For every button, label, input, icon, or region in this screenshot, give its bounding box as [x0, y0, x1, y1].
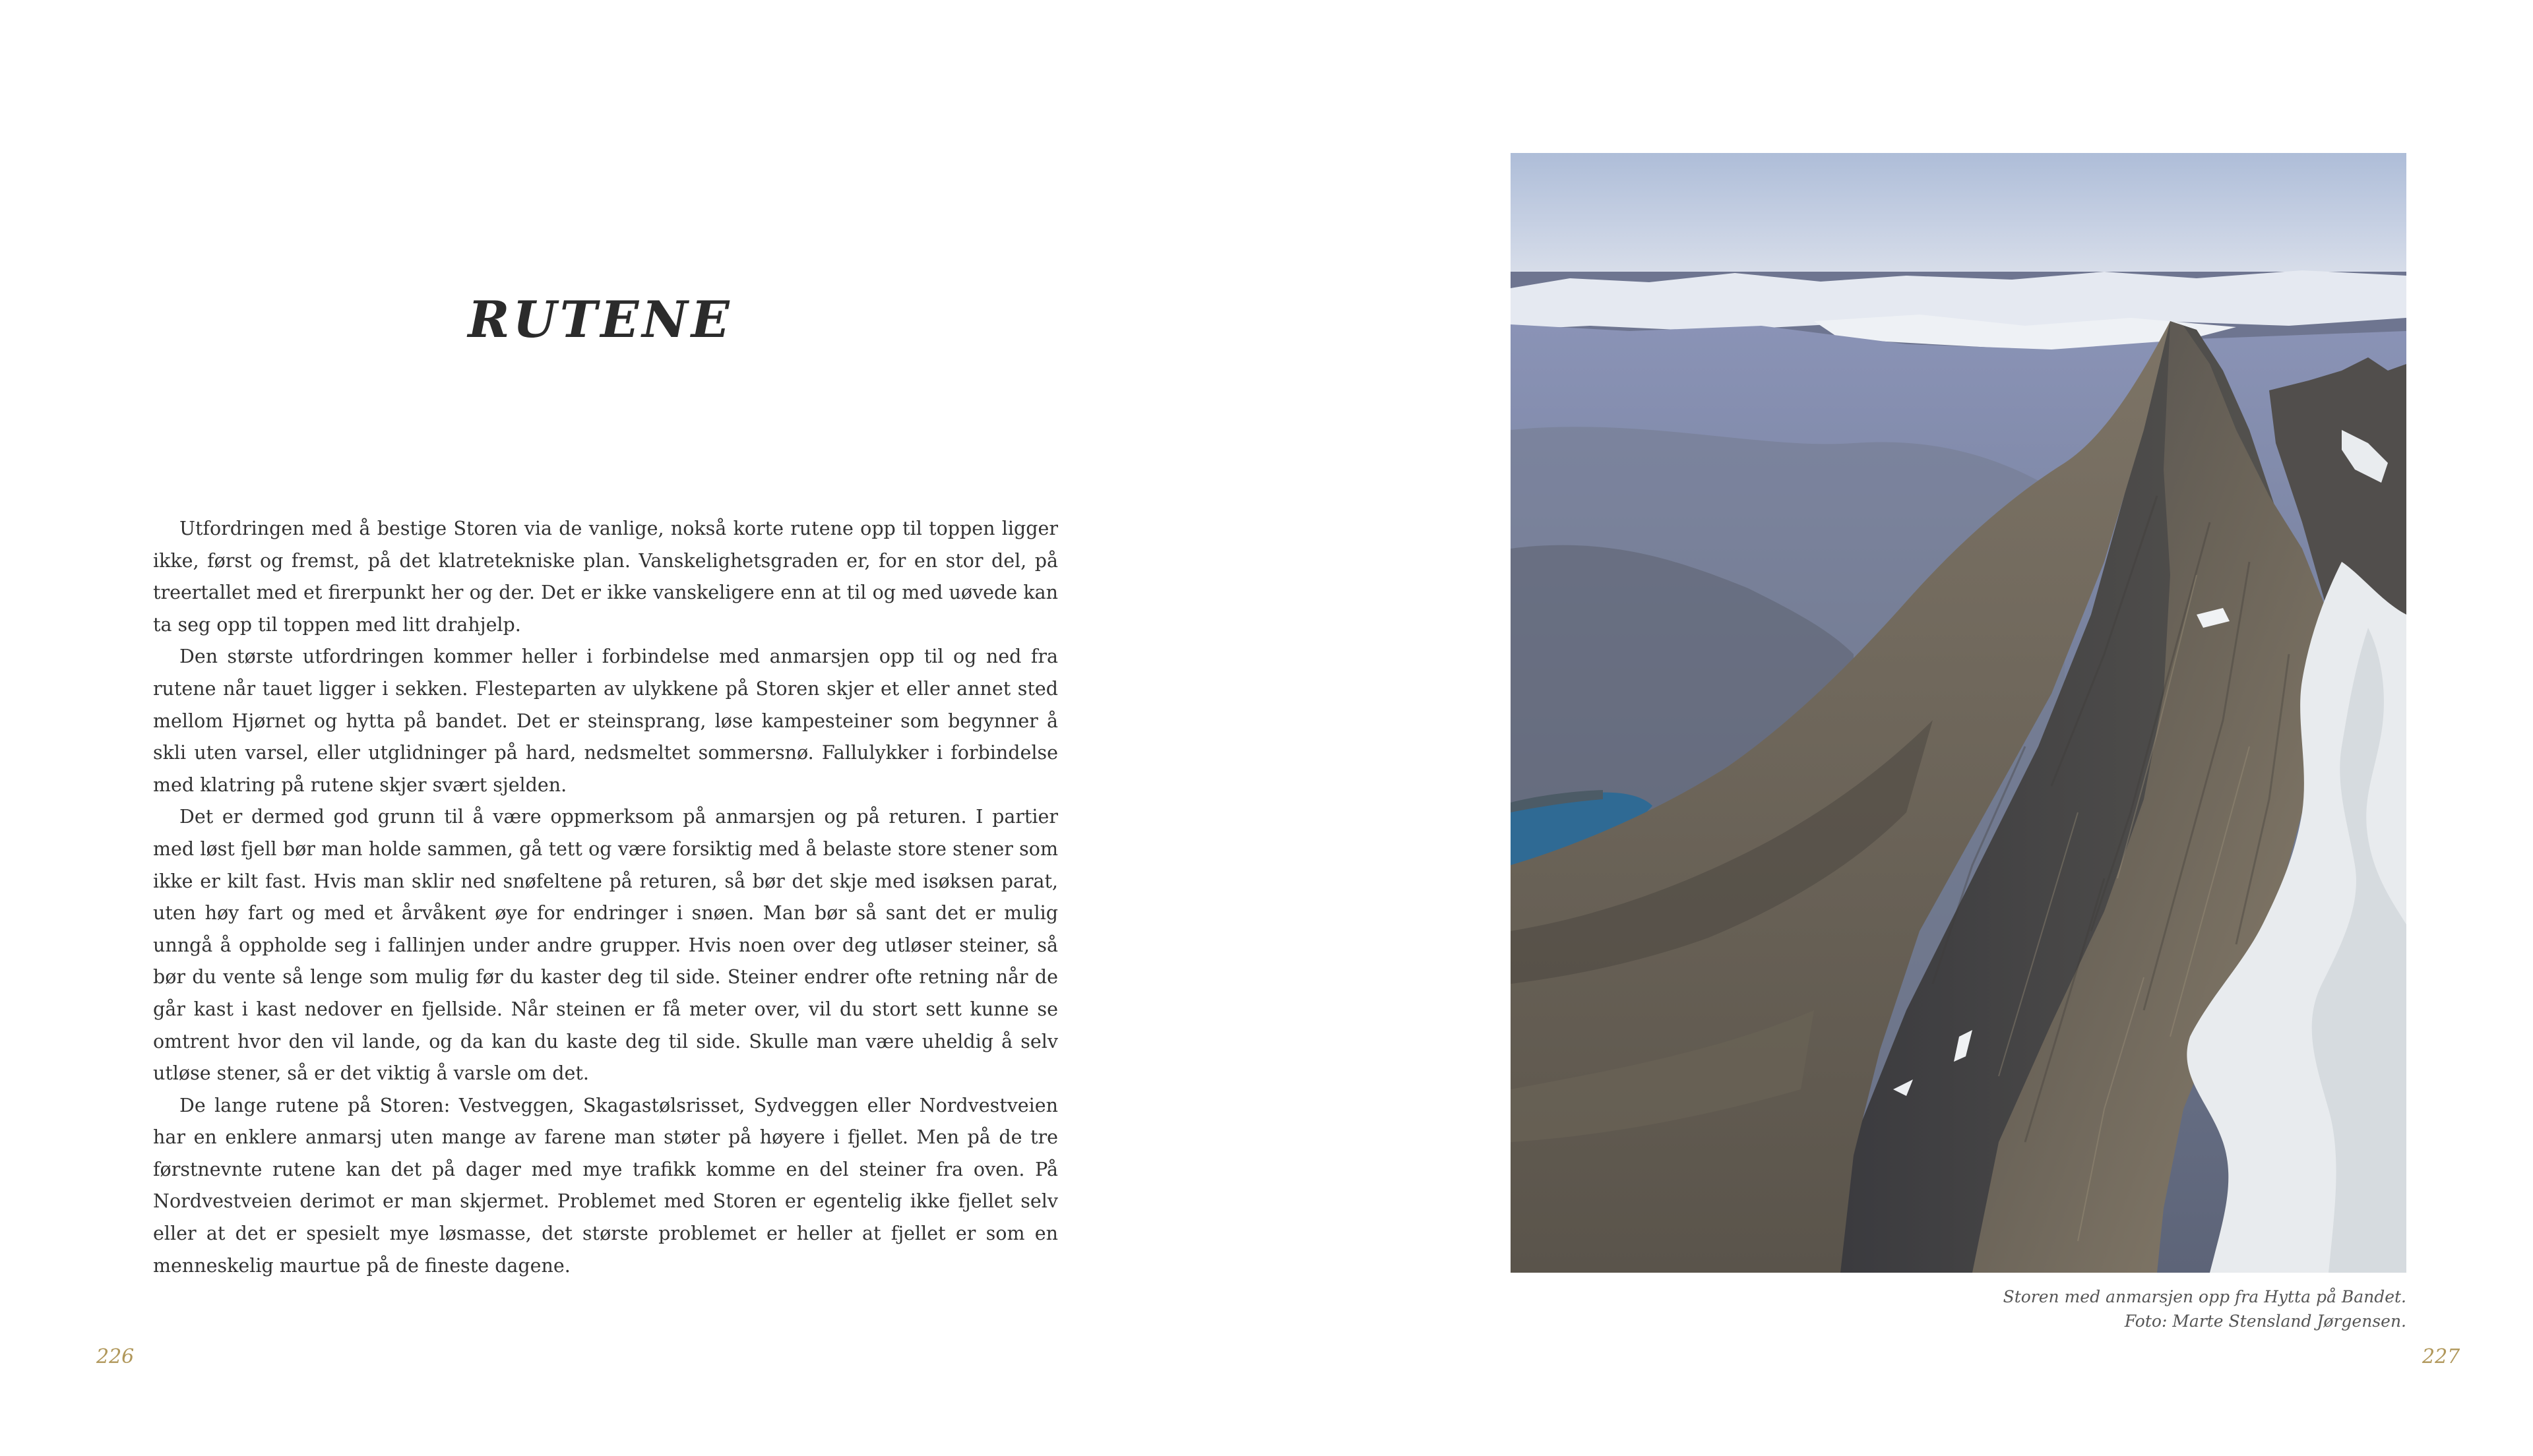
paragraph: De lange rutene på Storen: Vestveggen, Skagastølsrisset, Sydveggen eller Nordvestveien har en enklere anmarsj uten mange av farene man støter på høyere i fjellet. Men på de tre førstnevnte rutene kan det på dager med mye trafikk komme en del steiner fra oven. På Nordvestveien derimot er man skjermet. Problemet med Storen er egentelig ikke fjellet selv eller at det er spesielt mye løsmasse, det største problemet er heller at fjellet er som en menneskelig maurtue på de fineste dagene. [153, 1094, 1058, 1277]
page-number-left: 226 [96, 1345, 135, 1368]
paragraph: Det er dermed god grunn til å være oppmerksom på anmarsjen og på returen. I partier med løst fjell bør man holde sammen, gå tett og være forsiktig med å belaste store stener som ikke er kilt fast. Hvis man sklir ned snøfeltene på returen, så bør det skje med isøksen parat, uten høy fart og med et årvåkent øye for endringer i snøen. Man bør så sant det er mulig unngå å oppholde seg i fallinjen under andre grupper. Hvis noen over deg utløser steiner, så bør du vente så lenge som mulig før du kaster deg til side. Steiner endrer ofte retning når de går kast i kast nedover en fjellside. Når steinen er få meter over, vil du stort sett kunne se omtrent hvor den vil lande, og da kan du kaste deg til side. Skulle man være uheldig å selv utløse stener, så er det viktig å varsle om det. [153, 806, 1058, 1085]
body-text [153, 513, 1058, 1282]
caption-line: Storen med anmarsjen opp fra Hytta på Bandet. [2003, 1287, 2406, 1306]
paragraph: Utfordringen med å bestige Storen via de vanlige, nokså korte rutene opp til toppen ligger ikke, først og fremst, på det klatretekniske plan. Vanskelighetsgraden er, for en stor del, på treertallet med et firerpunkt her og der. Det er ikke vanskeligere enn at til og med uøvede kan ta seg opp til toppen med litt drahjelp. [153, 518, 1058, 636]
mountain-photo-illustration [1511, 153, 2406, 1273]
page-number-right: 227 [2422, 1345, 2460, 1368]
caption-line: Foto: Marte Stensland Jørgensen. [2124, 1312, 2406, 1331]
paragraph: Den største utfordringen kommer heller i forbindelse med anmarsjen opp til og ned fra rutene når tauet ligger i sekken. Flesteparten av ulykkene på Storen skjer et eller annet sted mellom Hjørnet og hytta på bandet. Det er steinsprang, løse kampesteiner som begynner å skli uten varsel, eller utglidninger på hard, nedsmeltet sommersnø. Fallulykker i forbindelse med klatring på rutene skjer svært sjelden. [153, 646, 1058, 796]
chapter-title: RUTENE [468, 290, 733, 349]
left-page [0, 0, 1266, 1456]
photo-caption [1511, 1285, 2406, 1333]
mountain-photo [1511, 153, 2406, 1273]
